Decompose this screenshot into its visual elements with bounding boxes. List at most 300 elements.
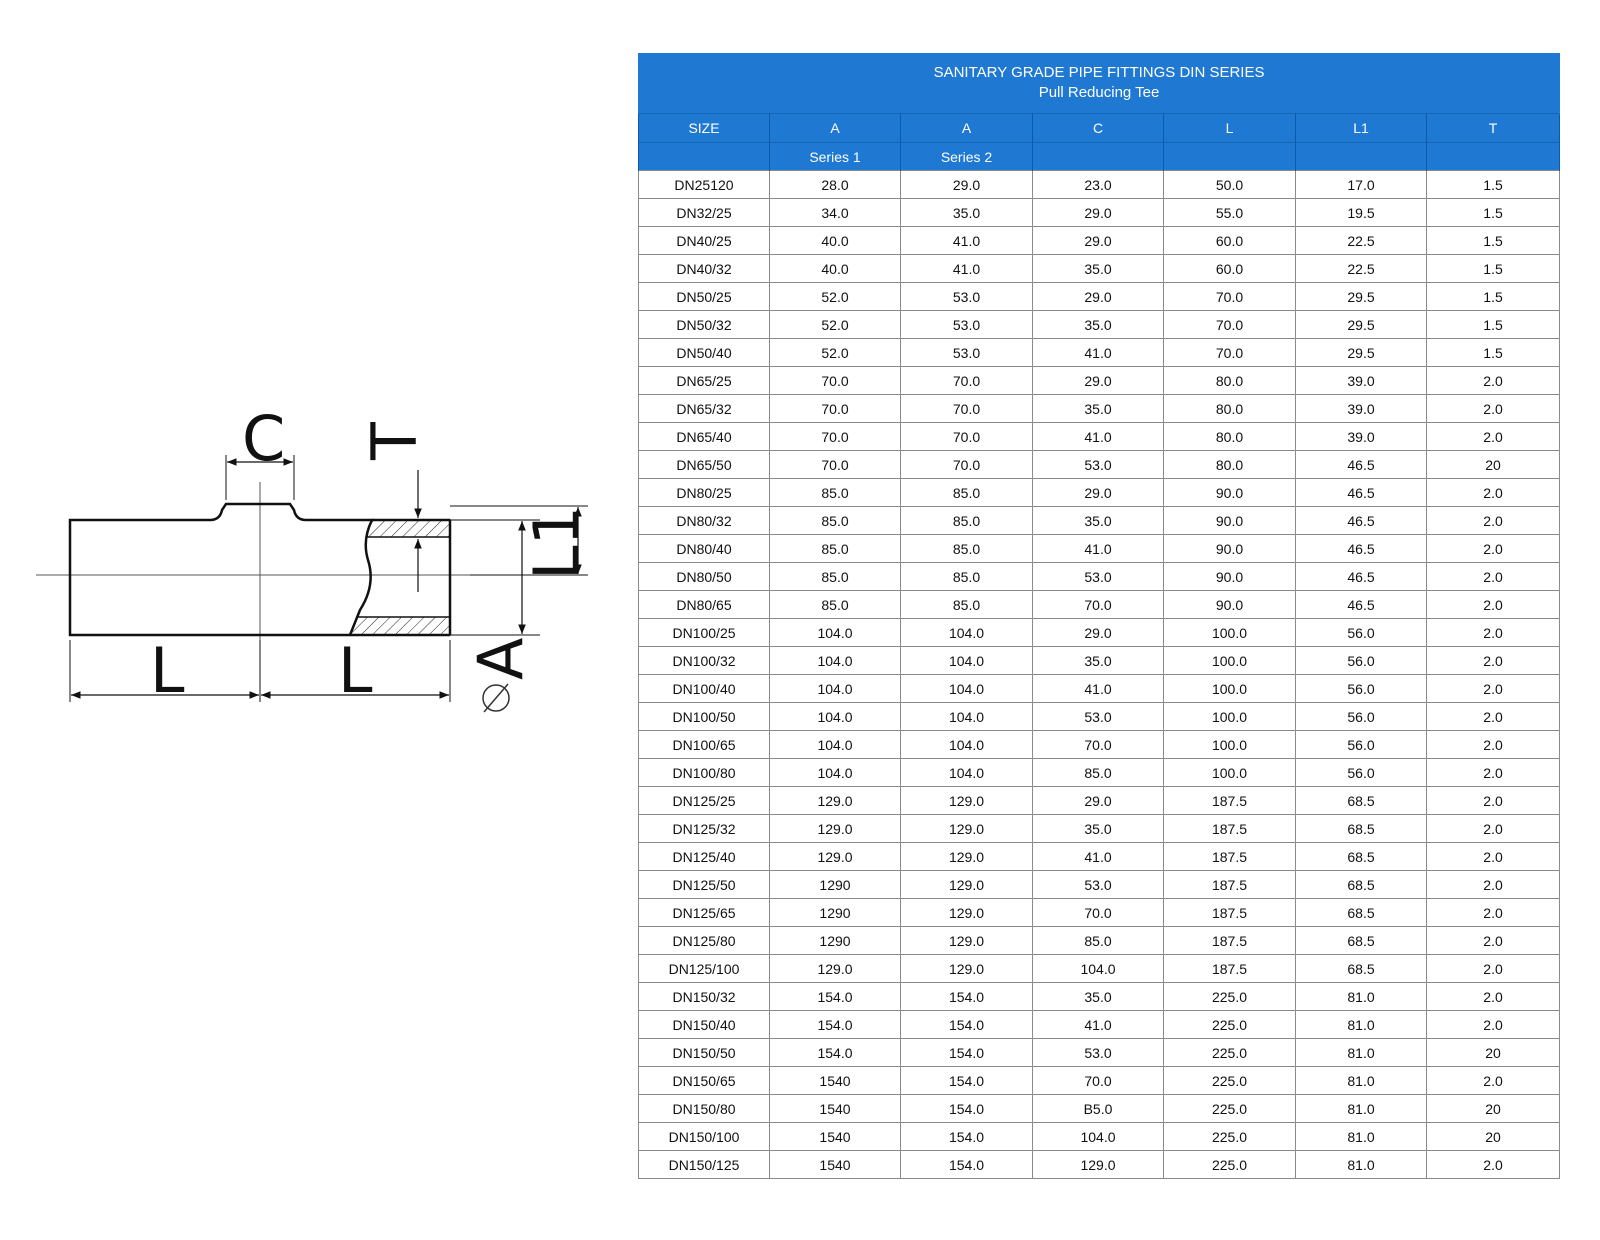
pipe-body-outline	[70, 504, 372, 635]
table-cell: 104.0	[770, 731, 901, 759]
table-cell: 85.0	[1033, 927, 1164, 955]
table-cell: 70.0	[901, 395, 1033, 423]
dimension-l1-label: L1	[520, 506, 593, 580]
table-cell: 225.0	[1164, 1011, 1296, 1039]
table-cell: 56.0	[1296, 759, 1427, 787]
size-cell: DN40/25	[639, 227, 770, 255]
table-cell: 28.0	[770, 171, 901, 199]
table-cell: 129.0	[901, 955, 1033, 983]
table-cell: 85.0	[901, 535, 1033, 563]
table-cell: 90.0	[1164, 479, 1296, 507]
size-cell: DN50/40	[639, 339, 770, 367]
dimension-l-left-label: L	[150, 634, 185, 707]
table-cell: 85.0	[770, 479, 901, 507]
table-cell: 225.0	[1164, 1123, 1296, 1151]
table-cell: 2.0	[1427, 983, 1560, 1011]
wall-section-top	[367, 520, 450, 537]
table-cell: 20	[1427, 1123, 1560, 1151]
table-cell: 129.0	[770, 815, 901, 843]
size-cell: DN150/125	[639, 1151, 770, 1179]
table-cell: 104.0	[770, 759, 901, 787]
table-cell: 129.0	[770, 843, 901, 871]
table-title-row	[639, 53, 1560, 114]
table-cell: 46.5	[1296, 507, 1427, 535]
table-cell: 70.0	[1033, 1067, 1164, 1095]
table-cell: 2.0	[1427, 1067, 1560, 1095]
table-cell: 85.0	[901, 591, 1033, 619]
table-cell: 225.0	[1164, 1095, 1296, 1123]
table-cell: 154.0	[770, 1039, 901, 1067]
table-cell: 2.0	[1427, 423, 1560, 451]
column-subheader	[1164, 143, 1296, 171]
table-cell: 81.0	[1296, 1067, 1427, 1095]
table-row	[639, 563, 1560, 591]
table-cell: 81.0	[1296, 1123, 1427, 1151]
column-subheader	[639, 143, 770, 171]
table-cell: 53.0	[1033, 451, 1164, 479]
table-cell: 2.0	[1427, 1011, 1560, 1039]
table-cell: 129.0	[901, 899, 1033, 927]
table-cell: 104.0	[901, 647, 1033, 675]
table-cell: 81.0	[1296, 983, 1427, 1011]
table-cell: 81.0	[1296, 1039, 1427, 1067]
size-cell: DN80/65	[639, 591, 770, 619]
table-cell: 39.0	[1296, 423, 1427, 451]
table-row	[639, 759, 1560, 787]
table-cell: 35.0	[1033, 983, 1164, 1011]
table-row	[639, 311, 1560, 339]
table-cell: 1540	[770, 1123, 901, 1151]
column-subheader	[1296, 143, 1427, 171]
table-cell: 70.0	[901, 367, 1033, 395]
table-cell: 225.0	[1164, 1067, 1296, 1095]
table-cell: 2.0	[1427, 899, 1560, 927]
size-cell: DN100/80	[639, 759, 770, 787]
table-cell: 187.5	[1164, 843, 1296, 871]
table-cell: 104.0	[770, 619, 901, 647]
table-cell: 1290	[770, 927, 901, 955]
table-cell: 1.5	[1427, 339, 1560, 367]
dimension-t-label: T	[358, 422, 431, 460]
table-row	[639, 675, 1560, 703]
table-cell: 100.0	[1164, 703, 1296, 731]
table-cell: 50.0	[1164, 171, 1296, 199]
table-cell: 187.5	[1164, 787, 1296, 815]
table-cell: 154.0	[901, 1123, 1033, 1151]
table-cell: 70.0	[1164, 339, 1296, 367]
column-subheader: Series 2	[901, 143, 1033, 171]
table-cell: 85.0	[901, 479, 1033, 507]
table-cell: 104.0	[770, 703, 901, 731]
size-cell: DN150/32	[639, 983, 770, 1011]
table-cell: 225.0	[1164, 1151, 1296, 1179]
table-row	[639, 815, 1560, 843]
table-cell: 29.0	[1033, 283, 1164, 311]
table-cell: 2.0	[1427, 1151, 1560, 1179]
table-cell: 2.0	[1427, 367, 1560, 395]
table-cell: 2.0	[1427, 759, 1560, 787]
table-cell: 53.0	[901, 283, 1033, 311]
size-cell: DN65/25	[639, 367, 770, 395]
table-cell: 129.0	[901, 927, 1033, 955]
table-cell: 154.0	[901, 1067, 1033, 1095]
table-cell: 1540	[770, 1151, 901, 1179]
size-cell: DN150/65	[639, 1067, 770, 1095]
table-cell: 52.0	[770, 283, 901, 311]
size-cell: DN100/40	[639, 675, 770, 703]
table-cell: 29.0	[1033, 787, 1164, 815]
table-cell: 35.0	[1033, 311, 1164, 339]
table-cell: 81.0	[1296, 1151, 1427, 1179]
table-cell: 1.5	[1427, 311, 1560, 339]
table-title-cell	[639, 53, 1560, 114]
table-row	[639, 283, 1560, 311]
table-row	[639, 535, 1560, 563]
size-cell: DN125/80	[639, 927, 770, 955]
table-cell: 80.0	[1164, 423, 1296, 451]
table-title: SANITARY GRADE PIPE FITTINGS DIN SERIES	[933, 64, 1265, 81]
table-cell: 2.0	[1427, 871, 1560, 899]
pull-reducing-tee-drawing	[0, 0, 640, 1240]
table-cell: 80.0	[1164, 395, 1296, 423]
table-cell: 187.5	[1164, 955, 1296, 983]
table-cell: 1.5	[1427, 199, 1560, 227]
table-row	[639, 591, 1560, 619]
column-header: SIZE	[639, 114, 770, 143]
table-cell: 129.0	[1033, 1151, 1164, 1179]
table-row	[639, 927, 1560, 955]
table-cell: 70.0	[1033, 899, 1164, 927]
column-header: L1	[1296, 114, 1427, 143]
table-cell: 90.0	[1164, 591, 1296, 619]
wall-section-bottom	[350, 617, 450, 635]
table-cell: 80.0	[1164, 367, 1296, 395]
table-row	[639, 871, 1560, 899]
table-cell: 39.0	[1296, 395, 1427, 423]
diameter-icon	[483, 684, 509, 712]
table-cell: 70.0	[770, 423, 901, 451]
table-cell: B5.0	[1033, 1095, 1164, 1123]
table-cell: 39.0	[1296, 367, 1427, 395]
column-subheader	[1033, 143, 1164, 171]
table-cell: 70.0	[1033, 591, 1164, 619]
size-cell: DN150/50	[639, 1039, 770, 1067]
table-cell: 35.0	[1033, 255, 1164, 283]
table-cell: 34.0	[770, 199, 901, 227]
table-cell: 46.5	[1296, 591, 1427, 619]
table-row	[639, 171, 1560, 199]
table-cell: 129.0	[901, 815, 1033, 843]
table-cell: 104.0	[1033, 1123, 1164, 1151]
table-cell: 104.0	[901, 731, 1033, 759]
table-cell: 35.0	[1033, 647, 1164, 675]
table-cell: 1540	[770, 1095, 901, 1123]
table-cell: 68.5	[1296, 815, 1427, 843]
table-cell: 104.0	[901, 703, 1033, 731]
size-cell: DN65/32	[639, 395, 770, 423]
table-cell: 70.0	[770, 367, 901, 395]
table-cell: 187.5	[1164, 899, 1296, 927]
column-subheader	[1427, 143, 1560, 171]
table-cell: 85.0	[1033, 759, 1164, 787]
table-row	[639, 395, 1560, 423]
table-cell: 2.0	[1427, 731, 1560, 759]
table-cell: 68.5	[1296, 843, 1427, 871]
size-cell: DN150/40	[639, 1011, 770, 1039]
table-cell: 2.0	[1427, 479, 1560, 507]
table-cell: 29.0	[1033, 227, 1164, 255]
size-cell: DN50/32	[639, 311, 770, 339]
table-cell: 154.0	[901, 1039, 1033, 1067]
table-cell: 187.5	[1164, 871, 1296, 899]
table-row	[639, 451, 1560, 479]
table-row	[639, 199, 1560, 227]
table-row	[639, 227, 1560, 255]
table-cell: 154.0	[901, 1095, 1033, 1123]
table-row	[639, 423, 1560, 451]
table-cell: 225.0	[1164, 1039, 1296, 1067]
table-cell: 2.0	[1427, 591, 1560, 619]
table-cell: 187.5	[1164, 815, 1296, 843]
table-subtitle: Pull Reducing Tee	[1038, 84, 1160, 101]
column-subheader-row	[639, 143, 1560, 171]
table-cell: 53.0	[1033, 1039, 1164, 1067]
table-cell: 41.0	[1033, 535, 1164, 563]
table-row	[639, 619, 1560, 647]
table-cell: 53.0	[901, 311, 1033, 339]
table-cell: 85.0	[901, 507, 1033, 535]
table-cell: 41.0	[1033, 1011, 1164, 1039]
size-cell: DN150/80	[639, 1095, 770, 1123]
table-cell: 17.0	[1296, 171, 1427, 199]
table-cell: 2.0	[1427, 787, 1560, 815]
table-cell: 85.0	[770, 507, 901, 535]
table-cell: 1.5	[1427, 227, 1560, 255]
table-row	[639, 843, 1560, 871]
table-cell: 35.0	[1033, 507, 1164, 535]
table-cell: 104.0	[1033, 955, 1164, 983]
table-cell: 1290	[770, 871, 901, 899]
table-cell: 100.0	[1164, 619, 1296, 647]
table-cell: 20	[1427, 1095, 1560, 1123]
table-cell: 1.5	[1427, 283, 1560, 311]
table-cell: 2.0	[1427, 703, 1560, 731]
table-cell: 129.0	[901, 843, 1033, 871]
table-cell: 1290	[770, 899, 901, 927]
table-cell: 81.0	[1296, 1011, 1427, 1039]
table-cell: 85.0	[770, 591, 901, 619]
table-cell: 70.0	[901, 423, 1033, 451]
table-cell: 29.0	[1033, 367, 1164, 395]
table-cell: 19.5	[1296, 199, 1427, 227]
table-cell: 100.0	[1164, 647, 1296, 675]
table-cell: 46.5	[1296, 535, 1427, 563]
table-cell: 53.0	[901, 339, 1033, 367]
table-cell: 104.0	[770, 675, 901, 703]
column-subheader: Series 1	[770, 143, 901, 171]
table-cell: 29.0	[1033, 199, 1164, 227]
size-cell: DN100/32	[639, 647, 770, 675]
table-row	[639, 1095, 1560, 1123]
table-row	[639, 955, 1560, 983]
table-cell: 40.0	[770, 255, 901, 283]
table-row	[639, 1067, 1560, 1095]
table-cell: 56.0	[1296, 731, 1427, 759]
size-cell: DN100/25	[639, 619, 770, 647]
table-cell: 46.5	[1296, 479, 1427, 507]
table-cell: 22.5	[1296, 227, 1427, 255]
table-cell: 225.0	[1164, 983, 1296, 1011]
table-cell: 104.0	[901, 619, 1033, 647]
table-row	[639, 647, 1560, 675]
size-cell: DN80/50	[639, 563, 770, 591]
table-cell: 70.0	[1164, 311, 1296, 339]
table-cell: 46.5	[1296, 451, 1427, 479]
table-row	[639, 1151, 1560, 1179]
table-cell: 2.0	[1427, 563, 1560, 591]
table-cell: 81.0	[1296, 1095, 1427, 1123]
dimension-c-label: C	[242, 402, 286, 475]
table-cell: 68.5	[1296, 927, 1427, 955]
table-cell: 55.0	[1164, 199, 1296, 227]
dimension-l-right-label: L	[338, 634, 373, 707]
table-cell: 29.0	[1033, 479, 1164, 507]
table-cell: 41.0	[1033, 843, 1164, 871]
table-cell: 90.0	[1164, 563, 1296, 591]
table-cell: 104.0	[770, 647, 901, 675]
table-cell: 100.0	[1164, 675, 1296, 703]
table-cell: 68.5	[1296, 787, 1427, 815]
table-cell: 70.0	[770, 451, 901, 479]
column-header: C	[1033, 114, 1164, 143]
table-row	[639, 787, 1560, 815]
column-header: T	[1427, 114, 1560, 143]
table-row	[639, 339, 1560, 367]
size-cell: DN125/65	[639, 899, 770, 927]
table-cell: 68.5	[1296, 899, 1427, 927]
table-cell: 1.5	[1427, 255, 1560, 283]
table-cell: 1.5	[1427, 171, 1560, 199]
table-cell: 70.0	[901, 451, 1033, 479]
table-cell: 29.5	[1296, 283, 1427, 311]
table-cell: 40.0	[770, 227, 901, 255]
table-cell: 154.0	[901, 983, 1033, 1011]
column-header: L	[1164, 114, 1296, 143]
table-cell: 2.0	[1427, 507, 1560, 535]
table-cell: 129.0	[770, 787, 901, 815]
table-cell: 53.0	[1033, 871, 1164, 899]
size-cell: DN50/25	[639, 283, 770, 311]
table-cell: 68.5	[1296, 871, 1427, 899]
table-cell: 29.5	[1296, 339, 1427, 367]
table-cell: 60.0	[1164, 227, 1296, 255]
table-cell: 187.5	[1164, 927, 1296, 955]
table-cell: 154.0	[901, 1151, 1033, 1179]
table-cell: 2.0	[1427, 815, 1560, 843]
table-cell: 68.5	[1296, 955, 1427, 983]
table-cell: 90.0	[1164, 535, 1296, 563]
table-row	[639, 1123, 1560, 1151]
table-cell: 154.0	[770, 1011, 901, 1039]
table-cell: 85.0	[901, 563, 1033, 591]
table-cell: 1540	[770, 1067, 901, 1095]
size-cell: DN125/40	[639, 843, 770, 871]
table-cell: 22.5	[1296, 255, 1427, 283]
table-cell: 46.5	[1296, 563, 1427, 591]
table-cell: 41.0	[901, 227, 1033, 255]
table-cell: 85.0	[770, 563, 901, 591]
table-cell: 29.0	[901, 171, 1033, 199]
table-cell: 56.0	[1296, 675, 1427, 703]
table-cell: 41.0	[1033, 675, 1164, 703]
table-cell: 29.5	[1296, 311, 1427, 339]
table-cell: 90.0	[1164, 507, 1296, 535]
size-cell: DN125/25	[639, 787, 770, 815]
size-cell: DN80/25	[639, 479, 770, 507]
table-cell: 129.0	[901, 787, 1033, 815]
size-cell: DN150/100	[639, 1123, 770, 1151]
table-cell: 85.0	[770, 535, 901, 563]
table-cell: 56.0	[1296, 619, 1427, 647]
table-cell: 104.0	[901, 675, 1033, 703]
column-header-row	[639, 114, 1560, 143]
table-row	[639, 703, 1560, 731]
table-cell: 70.0	[1033, 731, 1164, 759]
table-cell: 35.0	[1033, 815, 1164, 843]
table-cell: 100.0	[1164, 731, 1296, 759]
size-cell: DN25120	[639, 171, 770, 199]
size-cell: DN32/25	[639, 199, 770, 227]
table-cell: 70.0	[1164, 283, 1296, 311]
specification-table	[638, 53, 1560, 1179]
table-cell: 129.0	[901, 871, 1033, 899]
table-cell: 41.0	[901, 255, 1033, 283]
table-row	[639, 1011, 1560, 1039]
table-body	[639, 171, 1560, 1179]
column-header: A	[901, 114, 1033, 143]
table-cell: 60.0	[1164, 255, 1296, 283]
table-cell: 100.0	[1164, 759, 1296, 787]
table-row	[639, 1039, 1560, 1067]
table-cell: 2.0	[1427, 395, 1560, 423]
table-cell: 2.0	[1427, 647, 1560, 675]
table-cell: 52.0	[770, 339, 901, 367]
table-cell: 41.0	[1033, 339, 1164, 367]
size-cell: DN80/32	[639, 507, 770, 535]
table-cell: 2.0	[1427, 619, 1560, 647]
size-cell: DN80/40	[639, 535, 770, 563]
table-cell: 52.0	[770, 311, 901, 339]
table-row	[639, 983, 1560, 1011]
size-cell: DN125/50	[639, 871, 770, 899]
size-cell: DN100/50	[639, 703, 770, 731]
table-row	[639, 479, 1560, 507]
table-row	[639, 899, 1560, 927]
table-cell: 35.0	[901, 199, 1033, 227]
table-cell: 104.0	[901, 759, 1033, 787]
table-cell: 56.0	[1296, 647, 1427, 675]
table-cell: 2.0	[1427, 843, 1560, 871]
table-row	[639, 507, 1560, 535]
table-cell: 154.0	[770, 983, 901, 1011]
table-cell: 2.0	[1427, 955, 1560, 983]
table-cell: 70.0	[770, 395, 901, 423]
table-cell: 29.0	[1033, 619, 1164, 647]
size-cell: DN125/100	[639, 955, 770, 983]
table-cell: 53.0	[1033, 703, 1164, 731]
table-cell: 56.0	[1296, 703, 1427, 731]
table-cell: 35.0	[1033, 395, 1164, 423]
